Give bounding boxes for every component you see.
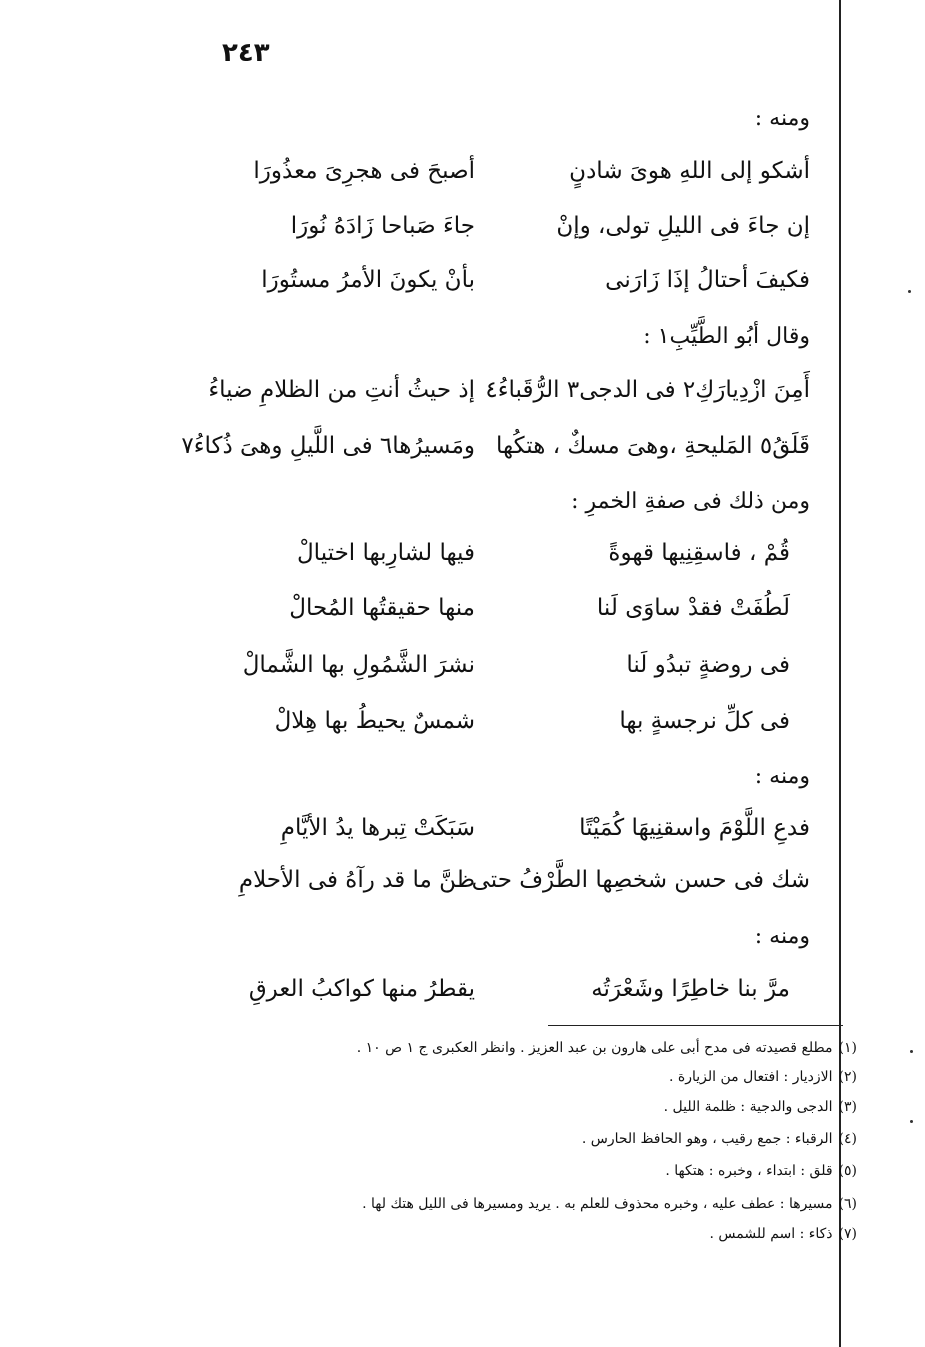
verse-first-hemistich: قَلَقُ٥ المَليحةِ ،وهىَ مسكٌ ، هتكُها [496, 433, 810, 459]
footnote-separator [548, 1025, 843, 1026]
footnote [237, 1069, 857, 1085]
verse-second-hemistich: إذ حيثُ أنتِ من الظلامِ ضياءُ [208, 377, 475, 403]
verse-first-hemistich: فى كلِّ نرجسةٍ بها [619, 708, 790, 734]
verse-second-hemistich: شمسٌ يحيطُ بها هِلالْ [274, 708, 475, 734]
verse-second-hemistich: فيها لشارِبها اختيالْ [296, 540, 475, 566]
section-heading: وقال أبُو الطَّيِّبِ١ : [643, 324, 810, 349]
footnote [237, 1040, 857, 1056]
verse-second-hemistich: يقطرُ منها كواكبُ العرقِ [248, 976, 475, 1002]
footnote [237, 1196, 857, 1212]
footnote-text: الازديار : افتعال من الزيارة . [669, 1069, 833, 1085]
verse-line [170, 267, 820, 307]
footnote-number: (٣) [838, 1099, 857, 1115]
verse-second-hemistich: ومَسيرُها٦ فى اللَّيلِ وهىَ ذُكاءُ٧ [181, 433, 475, 459]
footnote-number: (٢) [838, 1069, 857, 1085]
verse-line [170, 708, 820, 748]
verse-first-hemistich: أشكو إلى اللهِ هوىَ شادنٍ [569, 158, 810, 184]
verse-line [170, 540, 820, 580]
section-heading: ومن ذلك فى صفةِ الخمرِ : [571, 489, 810, 514]
verse-first-hemistich: قُمْ ، فاسقِنِيها قهوةً [608, 540, 790, 566]
footnote-text: الرقباء : جمع رقيب ، وهو الحافظ الحارس . [581, 1131, 833, 1147]
verse-line [170, 652, 820, 692]
footnote [237, 1163, 857, 1179]
verse-line [170, 377, 820, 417]
verse-second-hemistich: بأنْ يكونَ الأمرُ مستُورَا [261, 267, 475, 293]
verse-line [170, 867, 820, 907]
footnote-text: الدجى والدجية : ظلمة الليل . [663, 1099, 833, 1115]
footnote [237, 1099, 857, 1115]
verse-first-hemistich: شك فى حسن شخصِها الطَّرْفُ حتى [471, 867, 810, 893]
verse-line [170, 976, 820, 1016]
footnote-number: (١) [838, 1040, 857, 1056]
footnote-number: (٧) [838, 1226, 857, 1242]
verse-first-hemistich: لَطُفَتْ فقدْ ساوَى لَنا [596, 595, 790, 621]
verse-first-hemistich: مرَّ بنا خاطِرًا وشَعْرَتُه [591, 976, 790, 1002]
footnote-number: (٦) [838, 1196, 857, 1212]
verse-line [170, 595, 820, 635]
page-number: ٢٤٣ [222, 38, 270, 68]
verse-first-hemistich: فكيفَ أحتالُ إذَا زَارَنى [605, 267, 810, 293]
verse-line [170, 815, 820, 855]
section-heading: ومنه : [754, 106, 810, 131]
footnote-number: (٥) [838, 1163, 857, 1179]
verse-second-hemistich: جاءَ صَباحا زَادَهُ نُورَا [290, 213, 475, 239]
footnote-text: مسيرها : عطف عليه ، وخبره محذوف للعلم به . يريد ومسيرها فى الليل هتك لها . [362, 1196, 833, 1212]
footnote-number: (٤) [838, 1131, 857, 1147]
verse-first-hemistich: فدعِ اللَّوْمَ واسقنِيهَا كُمَيْتًا [579, 815, 810, 841]
section-heading: ومنه : [754, 924, 810, 949]
margin-dot [908, 290, 911, 293]
footnote [237, 1226, 857, 1242]
verse-second-hemistich: ظنَّ ما قد رآهُ فى الأحلامِ [238, 867, 475, 893]
margin-dot [910, 1050, 913, 1053]
verse-second-hemistich: منها حقيقتُها المُحالْ [289, 595, 475, 621]
margin-dot [910, 1120, 913, 1123]
verse-line [170, 158, 820, 198]
footnote [237, 1131, 857, 1147]
verse-second-hemistich: سَبَكَتْ تِبرها يدُ الأيَّامِ [280, 815, 475, 841]
footnote-text: ذكاء : اسم للشمس . [709, 1226, 833, 1242]
verse-line [170, 213, 820, 253]
verse-line [170, 433, 820, 473]
footnote-text: قلق : ابتداء ، وخبره : هتكها . [665, 1163, 833, 1179]
verse-second-hemistich: أصبحَ فى هجرِىَ معذُورَا [253, 158, 475, 184]
verse-first-hemistich: فى روضةٍ تبدُو لَنا [626, 652, 790, 678]
verse-first-hemistich: أَمِنَ ازْدِيارَكِ٢ فى الدجى٣ الرُّقَباءُ٤ [485, 377, 810, 403]
footnote-text: مطلع قصيدته فى مدح أبى على هارون بن عبد العزيز . وانظر العكبرى ج ١ ص ١٠ . [356, 1040, 833, 1056]
section-heading: ومنه : [754, 764, 810, 789]
verse-first-hemistich: إن جاءَ فى الليلِ تولى، وإنْ [556, 213, 810, 239]
verse-second-hemistich: نشرَ الشَّمُولِ بها الشَّمالْ [242, 652, 475, 678]
